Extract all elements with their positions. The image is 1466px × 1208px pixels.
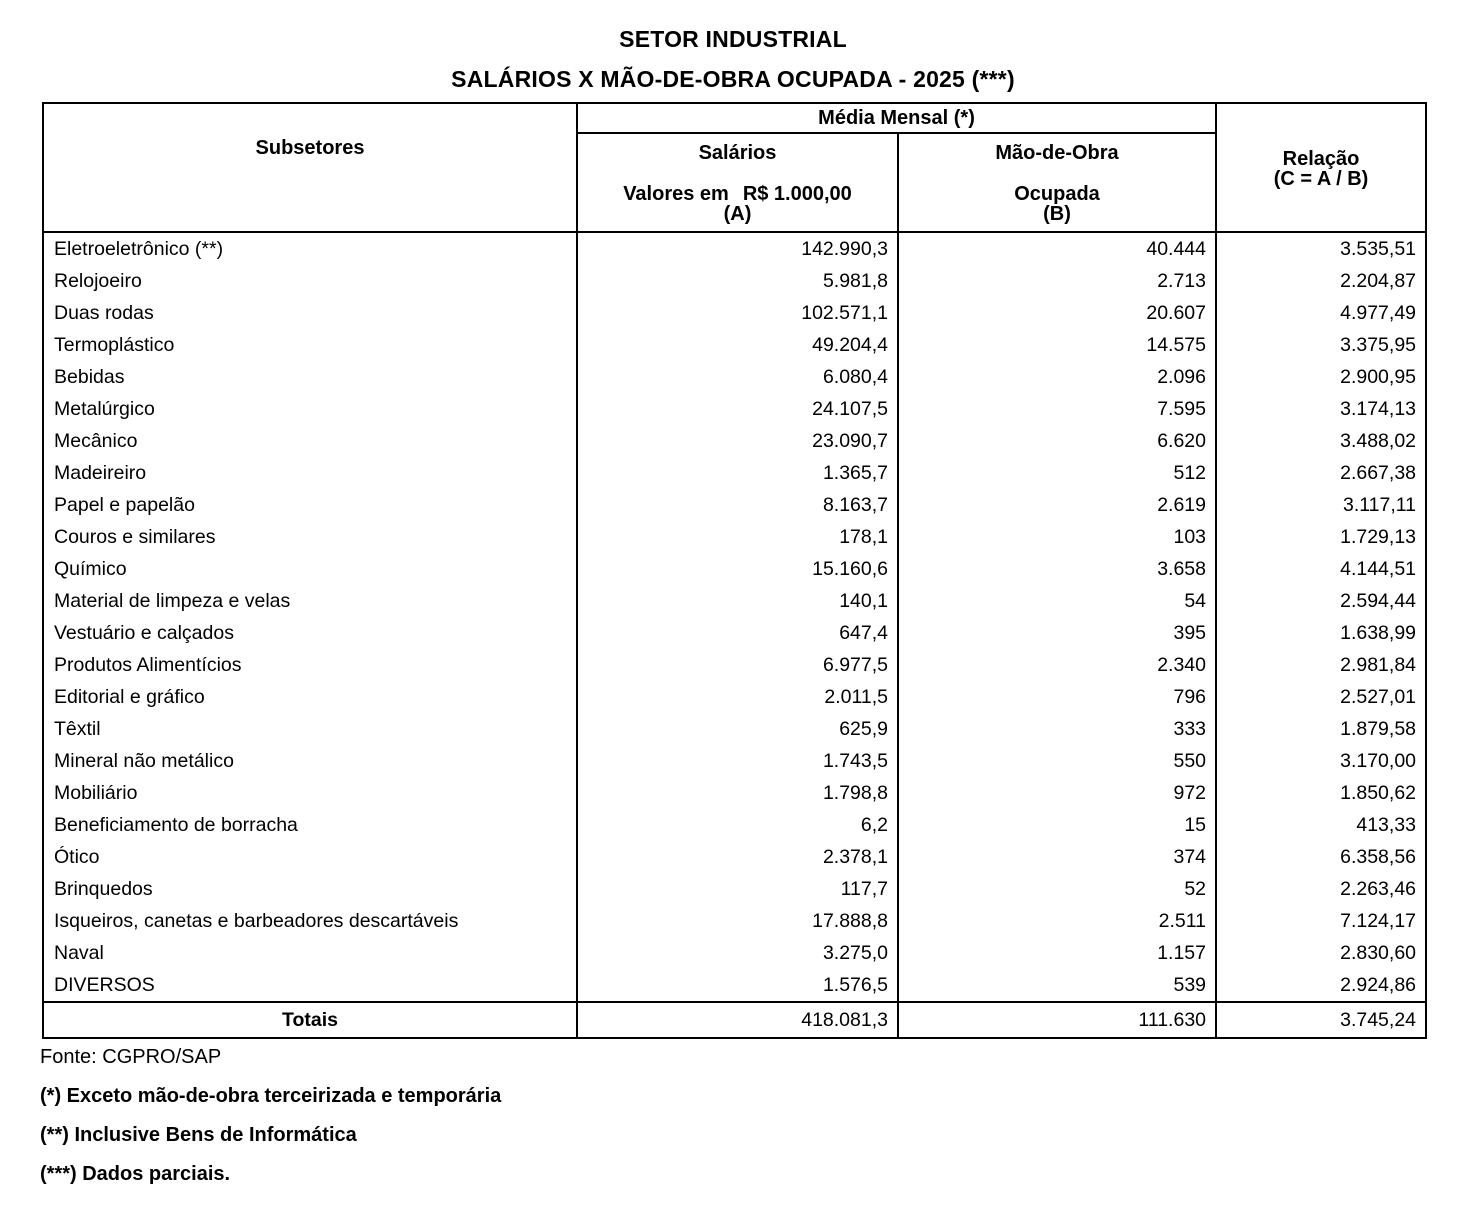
table-row bbox=[43, 809, 1426, 841]
cell-relacao: 2.981,84 bbox=[1216, 649, 1426, 681]
cell-subsetor: Madeireiro bbox=[43, 457, 577, 489]
cell-subsetor: Isqueiros, canetas e barbeadores descartáveis bbox=[43, 905, 577, 937]
table-row bbox=[43, 681, 1426, 713]
cell-salarios: 647,4 bbox=[577, 617, 898, 649]
report-title-main: SETOR INDUSTRIAL bbox=[619, 26, 847, 52]
cell-subsetor: Brinquedos bbox=[43, 873, 577, 905]
totals-relacao: 3.745,24 bbox=[1216, 1002, 1426, 1038]
table-row bbox=[43, 585, 1426, 617]
cell-relacao: 3.174,13 bbox=[1216, 393, 1426, 425]
cell-subsetor: Produtos Alimentícios bbox=[43, 649, 577, 681]
cell-salarios: 3.275,0 bbox=[577, 937, 898, 969]
cell-relacao: 7.124,17 bbox=[1216, 905, 1426, 937]
cell-relacao: 4.977,49 bbox=[1216, 297, 1426, 329]
table-row bbox=[43, 969, 1426, 1002]
column-header-salarios bbox=[577, 133, 898, 232]
table-row bbox=[43, 329, 1426, 361]
cell-salarios: 8.163,7 bbox=[577, 489, 898, 521]
cell-mao-de-obra: 512 bbox=[898, 457, 1216, 489]
totals-mao-de-obra: 111.630 bbox=[898, 1002, 1216, 1038]
column-header-mao-de-obra bbox=[898, 133, 1216, 232]
cell-mao-de-obra: 539 bbox=[898, 969, 1216, 1002]
mao-de-obra-subtitle-text: Ocupada bbox=[1014, 183, 1100, 205]
report-titles bbox=[0, 0, 1466, 91]
cell-relacao: 1.638,99 bbox=[1216, 617, 1426, 649]
footnote-asterisk-1: (*) Exceto mão-de-obra terceirizada e temporária bbox=[40, 1085, 502, 1107]
cell-mao-de-obra: 2.511 bbox=[898, 905, 1216, 937]
table-row bbox=[43, 649, 1426, 681]
totals-salarios: 418.081,3 bbox=[577, 1002, 898, 1038]
cell-relacao: 3.375,95 bbox=[1216, 329, 1426, 361]
table-row bbox=[43, 489, 1426, 521]
cell-relacao: 413,33 bbox=[1216, 809, 1426, 841]
cell-salarios: 6.977,5 bbox=[577, 649, 898, 681]
table-header bbox=[43, 103, 1426, 232]
cell-mao-de-obra: 1.157 bbox=[898, 937, 1216, 969]
table-row bbox=[43, 777, 1426, 809]
cell-subsetor: Ótico bbox=[43, 841, 577, 873]
cell-subsetor: Duas rodas bbox=[43, 297, 577, 329]
cell-relacao: 6.358,56 bbox=[1216, 841, 1426, 873]
cell-relacao: 2.527,01 bbox=[1216, 681, 1426, 713]
salarios-unit-currency: R$ 1.000,00 bbox=[742, 183, 852, 205]
report-footnotes bbox=[40, 1047, 1466, 1184]
cell-relacao: 2.924,86 bbox=[1216, 969, 1426, 1002]
mao-de-obra-code-text: (B) bbox=[1043, 203, 1071, 225]
table-row bbox=[43, 297, 1426, 329]
salarios-code-text: (A) bbox=[723, 203, 752, 225]
cell-subsetor: Papel e papelão bbox=[43, 489, 577, 521]
cell-mao-de-obra: 103 bbox=[898, 521, 1216, 553]
cell-salarios: 1.798,8 bbox=[577, 777, 898, 809]
table-row bbox=[43, 713, 1426, 745]
relacao-formula-text: (C = A / B) bbox=[1273, 168, 1369, 190]
cell-subsetor: Têxtil bbox=[43, 713, 577, 745]
table-row bbox=[43, 457, 1426, 489]
table-row bbox=[43, 905, 1426, 937]
table-row bbox=[43, 617, 1426, 649]
salarios-unit-text bbox=[578, 184, 897, 204]
column-header-relacao bbox=[1216, 103, 1426, 232]
table-row bbox=[43, 521, 1426, 553]
cell-subsetor: Editorial e gráfico bbox=[43, 681, 577, 713]
cell-mao-de-obra: 54 bbox=[898, 585, 1216, 617]
cell-mao-de-obra: 7.595 bbox=[898, 393, 1216, 425]
header-row-spanner bbox=[43, 103, 1426, 133]
cell-salarios: 625,9 bbox=[577, 713, 898, 745]
cell-relacao: 4.144,51 bbox=[1216, 553, 1426, 585]
cell-mao-de-obra: 374 bbox=[898, 841, 1216, 873]
cell-relacao: 2.900,95 bbox=[1216, 361, 1426, 393]
salarios-title-text: Salários bbox=[698, 142, 777, 164]
cell-mao-de-obra: 14.575 bbox=[898, 329, 1216, 361]
totals-row bbox=[43, 1002, 1426, 1038]
cell-relacao: 2.830,60 bbox=[1216, 937, 1426, 969]
cell-subsetor: Naval bbox=[43, 937, 577, 969]
cell-salarios: 1.365,7 bbox=[577, 457, 898, 489]
table-row bbox=[43, 841, 1426, 873]
table-row bbox=[43, 745, 1426, 777]
table-row bbox=[43, 393, 1426, 425]
cell-mao-de-obra: 333 bbox=[898, 713, 1216, 745]
footnote-source: Fonte: CGPRO/SAP bbox=[40, 1046, 222, 1068]
table-row bbox=[43, 425, 1426, 457]
table-row bbox=[43, 361, 1426, 393]
cell-relacao: 2.204,87 bbox=[1216, 265, 1426, 297]
cell-relacao: 2.667,38 bbox=[1216, 457, 1426, 489]
table-footer bbox=[43, 1002, 1426, 1038]
cell-mao-de-obra: 3.658 bbox=[898, 553, 1216, 585]
cell-salarios: 6,2 bbox=[577, 809, 898, 841]
cell-subsetor: Material de limpeza e velas bbox=[43, 585, 577, 617]
cell-salarios: 117,7 bbox=[577, 873, 898, 905]
cell-mao-de-obra: 15 bbox=[898, 809, 1216, 841]
cell-salarios: 23.090,7 bbox=[577, 425, 898, 457]
cell-mao-de-obra: 20.607 bbox=[898, 297, 1216, 329]
cell-subsetor: Vestuário e calçados bbox=[43, 617, 577, 649]
cell-salarios: 1.743,5 bbox=[577, 745, 898, 777]
table-row bbox=[43, 553, 1426, 585]
cell-subsetor: Eletroeletrônico (**) bbox=[43, 232, 577, 265]
column-header-subsetores: Subsetores bbox=[43, 103, 577, 232]
cell-relacao: 3.535,51 bbox=[1216, 232, 1426, 265]
cell-subsetor: Mobiliário bbox=[43, 777, 577, 809]
table-row bbox=[43, 937, 1426, 969]
table-row bbox=[43, 265, 1426, 297]
cell-salarios: 17.888,8 bbox=[577, 905, 898, 937]
cell-salarios: 1.576,5 bbox=[577, 969, 898, 1002]
cell-subsetor: Couros e similares bbox=[43, 521, 577, 553]
cell-relacao: 2.594,44 bbox=[1216, 585, 1426, 617]
footnote-asterisk-2: (**) Inclusive Bens de Informática bbox=[40, 1124, 357, 1146]
relacao-label-text: Relação bbox=[1282, 148, 1360, 170]
cell-salarios: 49.204,4 bbox=[577, 329, 898, 361]
cell-salarios: 2.011,5 bbox=[577, 681, 898, 713]
footnote-asterisk-3: (***) Dados parciais. bbox=[40, 1163, 231, 1185]
cell-subsetor: Mecânico bbox=[43, 425, 577, 457]
table-row bbox=[43, 232, 1426, 265]
cell-subsetor: Metalúrgico bbox=[43, 393, 577, 425]
cell-mao-de-obra: 2.619 bbox=[898, 489, 1216, 521]
report-table-container bbox=[42, 102, 1425, 1039]
cell-subsetor: Relojoeiro bbox=[43, 265, 577, 297]
cell-salarios: 15.160,6 bbox=[577, 553, 898, 585]
cell-salarios: 102.571,1 bbox=[577, 297, 898, 329]
cell-relacao: 1.729,13 bbox=[1216, 521, 1426, 553]
cell-relacao: 1.850,62 bbox=[1216, 777, 1426, 809]
cell-salarios: 178,1 bbox=[577, 521, 898, 553]
cell-mao-de-obra: 550 bbox=[898, 745, 1216, 777]
column-header-media-mensal: Média Mensal (*) bbox=[577, 103, 1216, 133]
cell-salarios: 142.990,3 bbox=[577, 232, 898, 265]
salaries-workforce-table bbox=[42, 102, 1427, 1039]
cell-subsetor: Termoplástico bbox=[43, 329, 577, 361]
table-row bbox=[43, 873, 1426, 905]
cell-subsetor: Beneficiamento de borracha bbox=[43, 809, 577, 841]
table-body bbox=[43, 232, 1426, 1002]
cell-mao-de-obra: 2.340 bbox=[898, 649, 1216, 681]
mao-de-obra-title-text: Mão-de-Obra bbox=[995, 142, 1119, 164]
cell-mao-de-obra: 6.620 bbox=[898, 425, 1216, 457]
totals-label: Totais bbox=[43, 1002, 577, 1038]
cell-mao-de-obra: 52 bbox=[898, 873, 1216, 905]
cell-relacao: 1.879,58 bbox=[1216, 713, 1426, 745]
cell-mao-de-obra: 40.444 bbox=[898, 232, 1216, 265]
cell-mao-de-obra: 796 bbox=[898, 681, 1216, 713]
cell-relacao: 2.263,46 bbox=[1216, 873, 1426, 905]
cell-mao-de-obra: 395 bbox=[898, 617, 1216, 649]
cell-salarios: 2.378,1 bbox=[577, 841, 898, 873]
cell-subsetor: DIVERSOS bbox=[43, 969, 577, 1002]
cell-mao-de-obra: 2.096 bbox=[898, 361, 1216, 393]
cell-salarios: 140,1 bbox=[577, 585, 898, 617]
salarios-unit-prefix: Valores em bbox=[623, 183, 729, 205]
cell-mao-de-obra: 2.713 bbox=[898, 265, 1216, 297]
cell-relacao: 3.488,02 bbox=[1216, 425, 1426, 457]
cell-subsetor: Mineral não metálico bbox=[43, 745, 577, 777]
cell-salarios: 6.080,4 bbox=[577, 361, 898, 393]
cell-salarios: 24.107,5 bbox=[577, 393, 898, 425]
report-title-sub: SALÁRIOS X MÃO-DE-OBRA OCUPADA - 2025 (***) bbox=[451, 66, 1015, 92]
cell-subsetor: Bebidas bbox=[43, 361, 577, 393]
cell-relacao: 3.117,11 bbox=[1216, 489, 1426, 521]
cell-relacao: 3.170,00 bbox=[1216, 745, 1426, 777]
cell-mao-de-obra: 972 bbox=[898, 777, 1216, 809]
cell-salarios: 5.981,8 bbox=[577, 265, 898, 297]
cell-subsetor: Químico bbox=[43, 553, 577, 585]
